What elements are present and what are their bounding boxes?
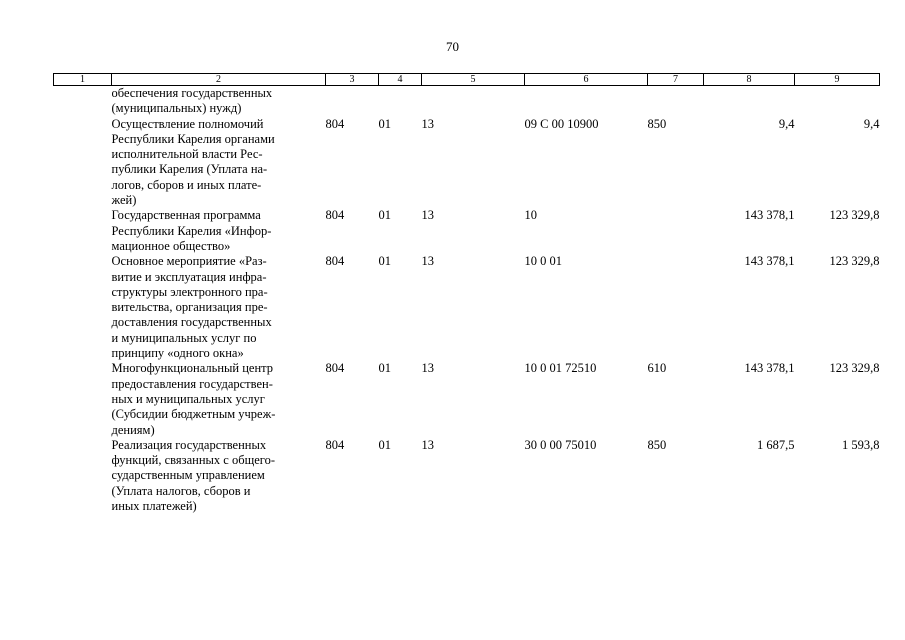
- description-line: предоставления государствен-: [111, 376, 273, 391]
- row-description: [112, 208, 326, 254]
- section-code: 01: [378, 361, 391, 376]
- description-line: дениям): [111, 422, 155, 437]
- description-line: Республики Карелия «Инфор-: [111, 223, 272, 238]
- row-number-cell: [54, 361, 112, 437]
- column-header: 9: [795, 74, 880, 86]
- description-line: Основное мероприятие «Раз-: [111, 254, 267, 269]
- column-header: 8: [704, 74, 795, 86]
- description-line: доставления государственных: [111, 315, 272, 330]
- column-header: 6: [525, 74, 648, 86]
- department-code: 804: [325, 361, 345, 376]
- row-number-cell: [54, 208, 112, 254]
- row-number-cell: [54, 86, 112, 117]
- amount-year-1: 9,4: [778, 116, 795, 131]
- subsection-code: 13: [421, 116, 434, 131]
- amount-year-1: 143 378,1: [744, 361, 795, 376]
- section-code: 01: [378, 116, 391, 131]
- description-line: Многофункциональный центр: [111, 361, 274, 376]
- budget-table: [53, 73, 880, 514]
- amount-year-1: 143 378,1: [744, 254, 795, 269]
- description-line: исполнительной власти Рес-: [111, 147, 263, 162]
- description-line: Осуществление полномочий: [111, 116, 264, 131]
- department-code: 804: [325, 116, 345, 131]
- description-line: публики Карелия (Уплата на-: [111, 162, 268, 177]
- description-line: принципу «одного окна»: [111, 346, 244, 361]
- description-line: логов, сборов и иных плате-: [111, 177, 262, 192]
- row-description: [112, 86, 326, 117]
- row-number-cell: [54, 438, 112, 514]
- row-number-cell: [54, 117, 112, 209]
- department-code: 804: [325, 437, 345, 452]
- column-header: 3: [326, 74, 379, 86]
- target-article-code: 10 0 01 72510: [524, 361, 597, 376]
- expense-type-code: [648, 208, 704, 254]
- description-line: обеспечения государственных: [111, 86, 273, 100]
- row-description: [112, 254, 326, 361]
- expense-type-code: 850: [647, 116, 667, 131]
- subsection-code: 13: [421, 437, 434, 452]
- description-line: витие и эксплуатация инфра-: [111, 269, 267, 284]
- department-code: [326, 86, 379, 117]
- table-row: [54, 117, 880, 209]
- column-header: 7: [648, 74, 704, 86]
- column-header: 4: [379, 74, 422, 86]
- description-line: Реализация государственных: [111, 437, 267, 452]
- amount-year-2: [795, 86, 880, 117]
- expense-type-code: 610: [647, 361, 667, 376]
- table-row: [54, 361, 880, 437]
- target-article-code: 10: [524, 208, 537, 223]
- subsection-code: [422, 86, 525, 117]
- description-line: жей): [111, 193, 137, 208]
- department-code: 804: [325, 254, 345, 269]
- subsection-code: 13: [421, 254, 434, 269]
- description-line: (Уплата налогов, сборов и: [111, 483, 251, 498]
- row-description: [112, 438, 326, 514]
- section-code: 01: [378, 208, 391, 223]
- row-description: [112, 117, 326, 209]
- column-header: 5: [422, 74, 525, 86]
- amount-year-2: 9,4: [863, 116, 880, 131]
- table-row: [54, 208, 880, 254]
- target-article-code: [525, 86, 648, 117]
- row-number-cell: [54, 254, 112, 361]
- description-line: Республики Карелия органами: [111, 131, 275, 146]
- description-line: функций, связанных с общего-: [111, 453, 275, 468]
- table-row: [54, 86, 880, 117]
- description-line: структуры электронного пра-: [111, 284, 268, 299]
- description-line: Государственная программа: [111, 208, 261, 223]
- row-description: [112, 361, 326, 437]
- column-header: 1: [54, 74, 112, 86]
- description-line: вительства, организация пре-: [111, 300, 268, 315]
- column-number-header-row: [54, 74, 880, 86]
- amount-year-1: 1 687,5: [757, 437, 795, 452]
- description-line: ных и муниципальных услуг: [111, 391, 265, 406]
- table-row: [54, 254, 880, 361]
- section-code: 01: [378, 254, 391, 269]
- amount-year-2: 123 329,8: [829, 254, 880, 269]
- target-article-code: 30 0 00 75010: [524, 437, 597, 452]
- description-line: и муниципальных услуг по: [111, 330, 257, 345]
- expense-type-code: [648, 86, 704, 117]
- expense-type-code: 850: [647, 437, 667, 452]
- section-code: 01: [378, 437, 391, 452]
- amount-year-2: 123 329,8: [829, 208, 880, 223]
- table-row: [54, 438, 880, 514]
- amount-year-1: 143 378,1: [744, 208, 795, 223]
- subsection-code: 13: [421, 208, 434, 223]
- expense-type-code: [648, 254, 704, 361]
- description-line: иных платежей): [111, 499, 197, 514]
- description-line: (муниципальных) нужд): [111, 101, 242, 116]
- description-line: (Субсидии бюджетным учреж-: [111, 407, 276, 422]
- amount-year-2: 123 329,8: [829, 361, 880, 376]
- target-article-code: 09 С 00 10900: [524, 116, 599, 131]
- target-article-code: 10 0 01: [524, 254, 562, 269]
- description-line: сударственным управлением: [111, 468, 265, 483]
- description-line: мационное общество»: [111, 238, 231, 253]
- table-body: [54, 86, 880, 515]
- page-number: 70: [446, 39, 459, 54]
- section-code: [379, 86, 422, 117]
- amount-year-1: [704, 86, 795, 117]
- subsection-code: 13: [421, 361, 434, 376]
- column-header: 2: [112, 74, 326, 86]
- department-code: 804: [325, 208, 345, 223]
- amount-year-2: 1 593,8: [842, 437, 880, 452]
